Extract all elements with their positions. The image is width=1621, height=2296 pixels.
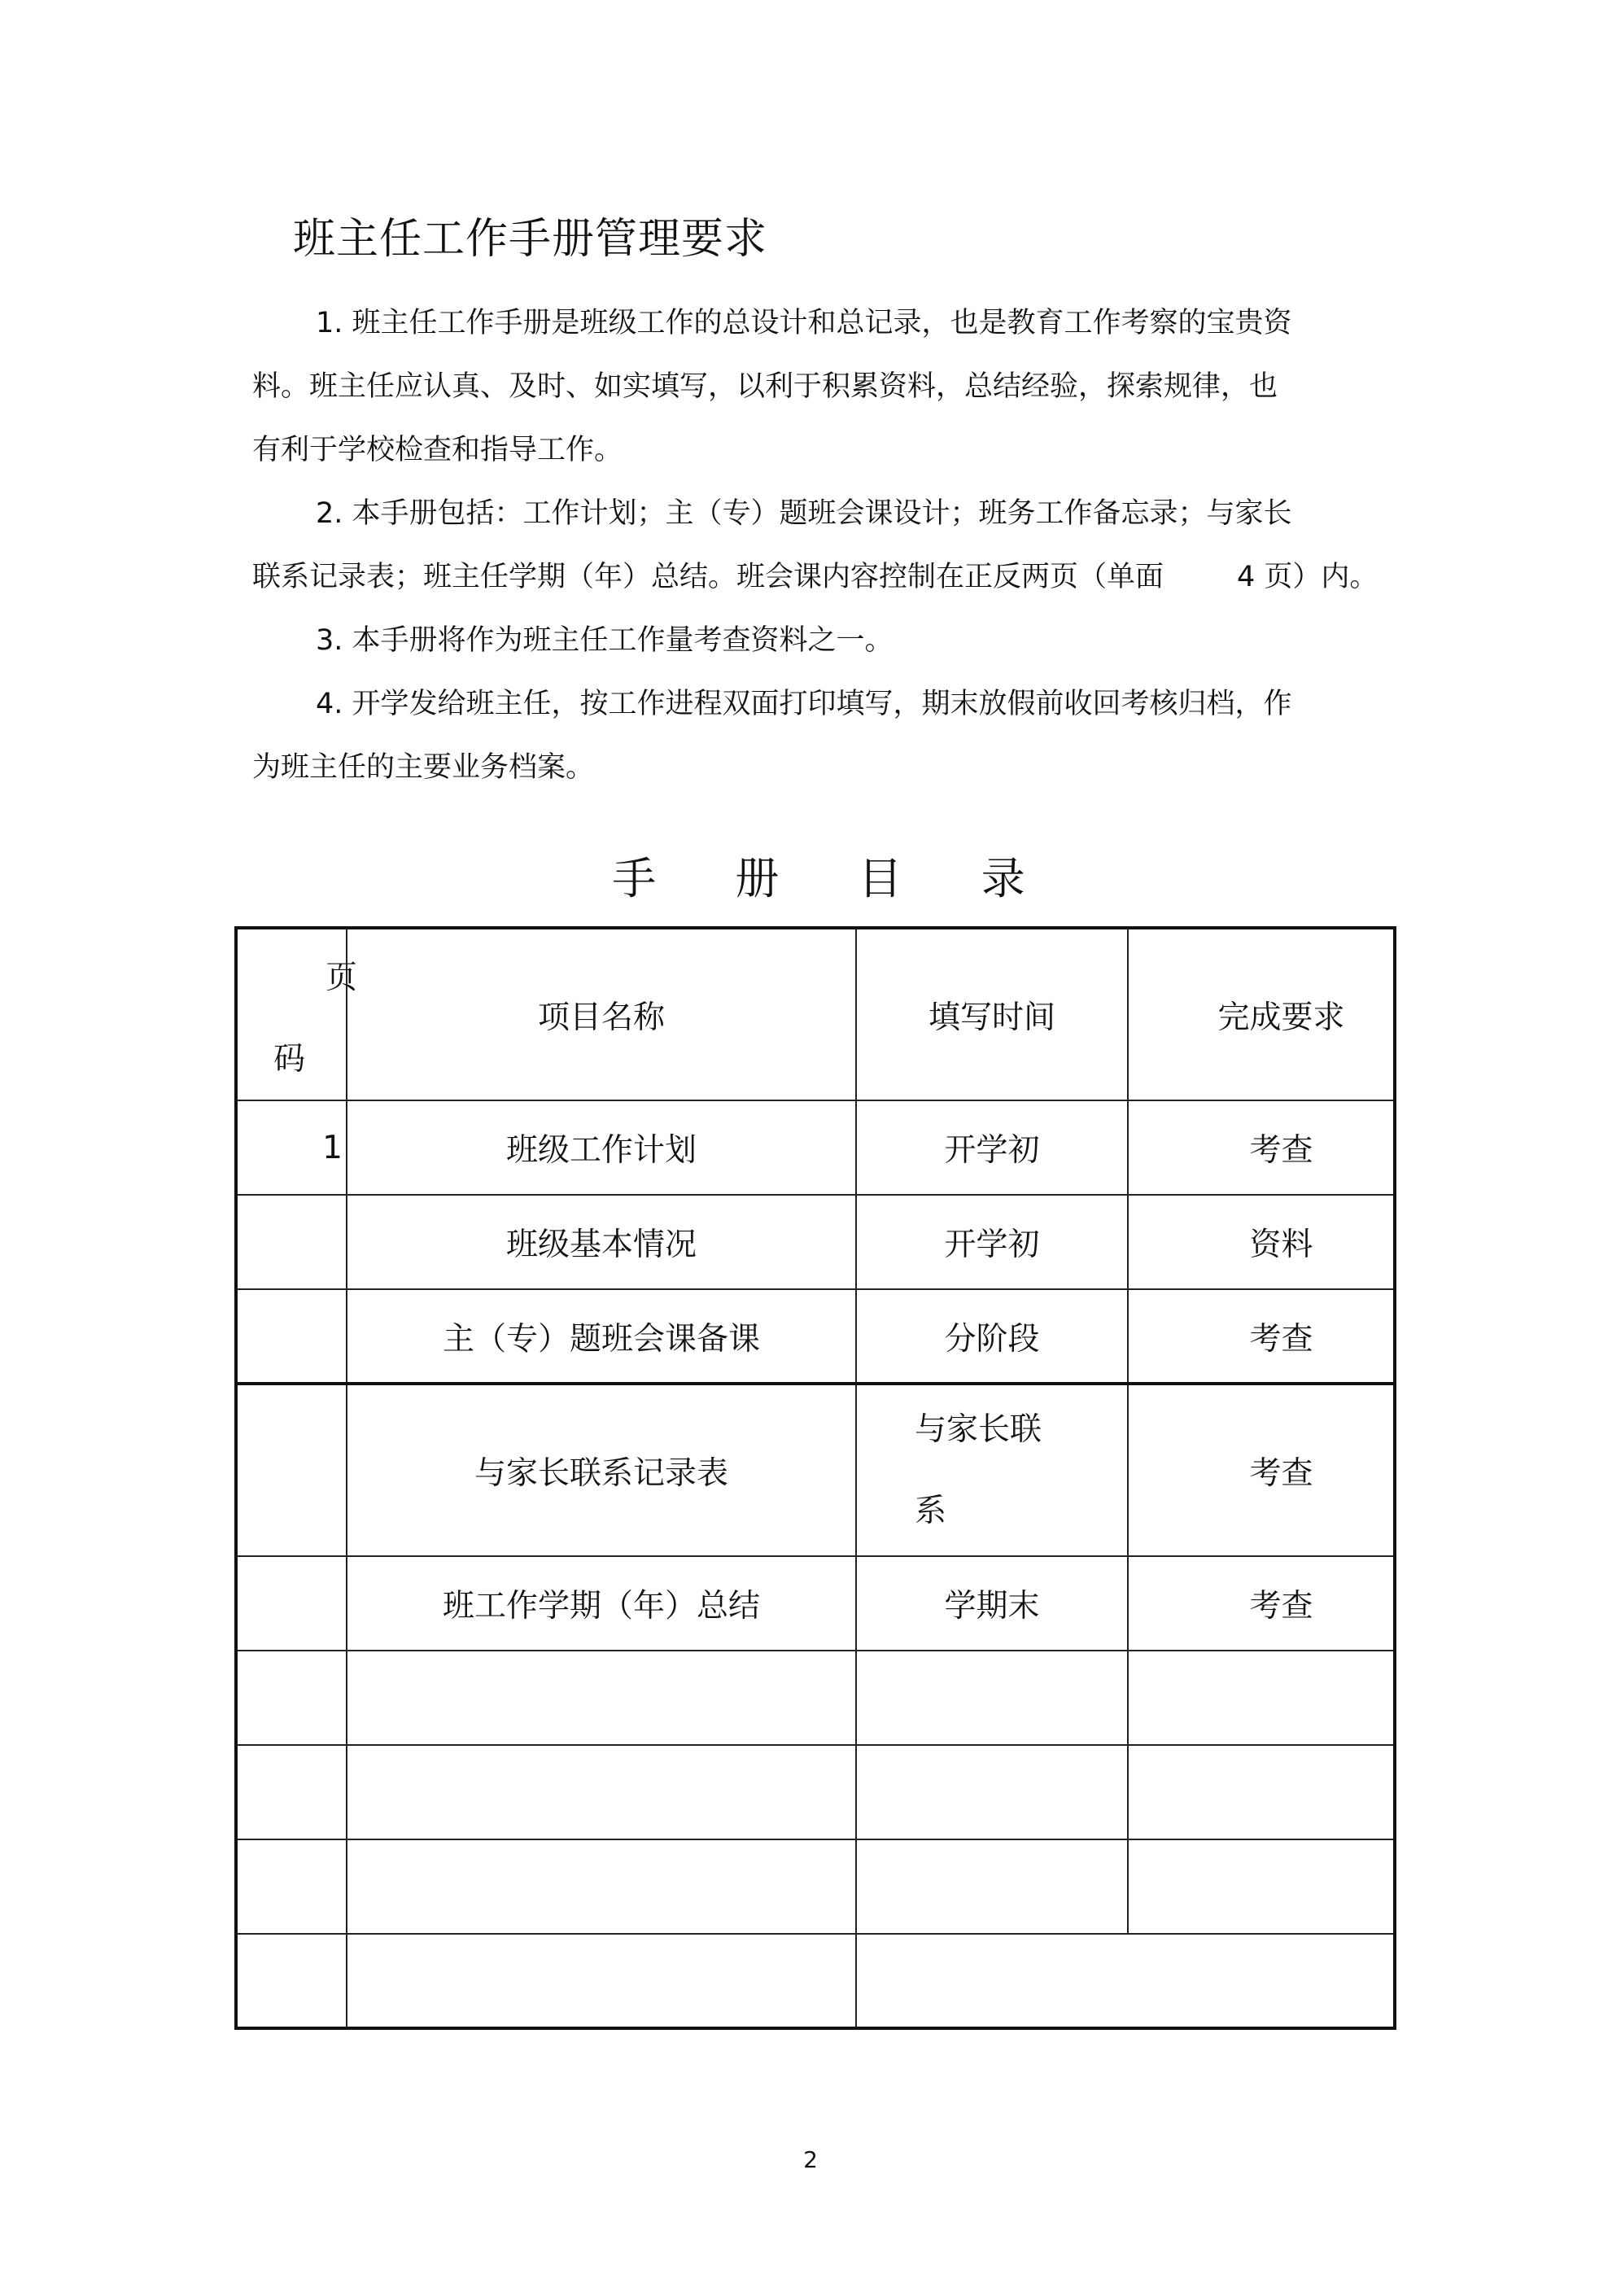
paragraph-2-line-1: 2. 本手册包括：工作计划；主（专）题班会课设计；班务工作备忘录；与家长: [316, 497, 1292, 530]
header-requirement-cell: [1128, 928, 1395, 1100]
table-row: [236, 1195, 1395, 1289]
row-5-time: 学期末: [856, 1556, 1128, 1651]
row-1-time: 开学初: [856, 1100, 1128, 1195]
empty-cell: [347, 1651, 856, 1745]
table-row-empty: [236, 1651, 1395, 1745]
paragraph-4-line-2: 为班主任的主要业务档案。: [252, 751, 595, 784]
table-row-empty: [236, 1745, 1395, 1839]
paragraph-3-line-1: 3. 本手册将作为班主任工作量考查资料之一。: [316, 624, 894, 657]
empty-cell: [856, 1745, 1128, 1839]
empty-cell: [236, 1934, 347, 2028]
empty-cell: [236, 1745, 347, 1839]
row-4-time-cell: [856, 1384, 1128, 1556]
table-row: [236, 1100, 1395, 1195]
empty-cell: [347, 1745, 856, 1839]
paragraph-4-line-1: 4. 开学发给班主任，按工作进程双面打印填写，期末放假前收回考核归档，作: [316, 688, 1292, 720]
paragraph-1-line-1: 1. 班主任工作手册是班级工作的总设计和总记录，也是教育工作考察的宝贵资: [316, 307, 1292, 339]
header-time-cell: [856, 928, 1128, 1100]
row-3-requirement: 考查: [1128, 1289, 1395, 1384]
row-2-name: 班级基本情况: [347, 1195, 856, 1289]
row-1-requirement: 考查: [1128, 1100, 1395, 1195]
toc-title: 手 册 目 录: [612, 853, 1058, 904]
table-row: [236, 1384, 1395, 1556]
empty-cell: [856, 1839, 1128, 1934]
table-row: [236, 1289, 1395, 1384]
row-5-name: 班工作学期（年）总结: [347, 1556, 856, 1651]
row-4-requirement: 考查: [1128, 1384, 1395, 1556]
row-3-page: [236, 1289, 347, 1384]
header-page-char-2: 码: [273, 1041, 306, 1078]
empty-cell: [236, 1651, 347, 1745]
paragraph-1-line-2: 料。班主任应认真、及时、如实填写，以利于积累资料，总结经验，探索规律，也: [252, 370, 1278, 403]
empty-merged-cell: [856, 1934, 1395, 2028]
row-1-name: 班级工作计划: [347, 1100, 856, 1195]
row-3-time: 分阶段: [856, 1289, 1128, 1384]
paragraph-2-line-2-part-a: 联系记录表；班主任学期（年）总结。班会课内容控制在正反两页（单面: [252, 561, 1164, 593]
empty-cell: [347, 1839, 856, 1934]
empty-cell: [1128, 1651, 1395, 1745]
table-row-empty: [236, 1839, 1395, 1934]
paragraph-1-line-3: 有利于学校检查和指导工作。: [252, 434, 623, 466]
row-4-page: [236, 1384, 347, 1556]
empty-cell: [347, 1934, 856, 2028]
row-5-page: [236, 1556, 347, 1651]
header-time: 填写时间: [928, 999, 1055, 1036]
row-4-name: 与家长联系记录表: [347, 1384, 856, 1556]
empty-cell: [236, 1839, 347, 1934]
paragraph-2-line-2: [252, 545, 1378, 609]
header-requirement: 完成要求: [1217, 999, 1345, 1036]
page-number: 2: [803, 2146, 818, 2173]
row-2-time: 开学初: [856, 1195, 1128, 1289]
toc-header-row: [236, 928, 1395, 1100]
toc-table: [234, 926, 1396, 2030]
paragraph-2-line-2-part-b: 4 页）内。: [1237, 561, 1379, 593]
empty-cell: [1128, 1839, 1395, 1934]
header-page-char-1: 页: [326, 960, 358, 996]
page-title: 班主任工作手册管理要求: [293, 215, 768, 264]
row-2-requirement: 资料: [1128, 1195, 1395, 1289]
row-5-requirement: 考查: [1128, 1556, 1395, 1651]
table-row: [236, 1556, 1395, 1651]
row-1-page: 1: [236, 1100, 347, 1195]
empty-cell: [1128, 1745, 1395, 1839]
empty-cell: [856, 1651, 1128, 1745]
header-name-cell: [347, 928, 856, 1100]
header-name: 项目名称: [537, 999, 665, 1036]
table-row-empty: [236, 1934, 1395, 2028]
header-page-cell: [236, 928, 358, 1100]
row-3-name: 主（专）题班会课备课: [347, 1289, 856, 1384]
row-4-time: 与家长联系: [915, 1410, 1042, 1529]
row-2-page: [236, 1195, 347, 1289]
